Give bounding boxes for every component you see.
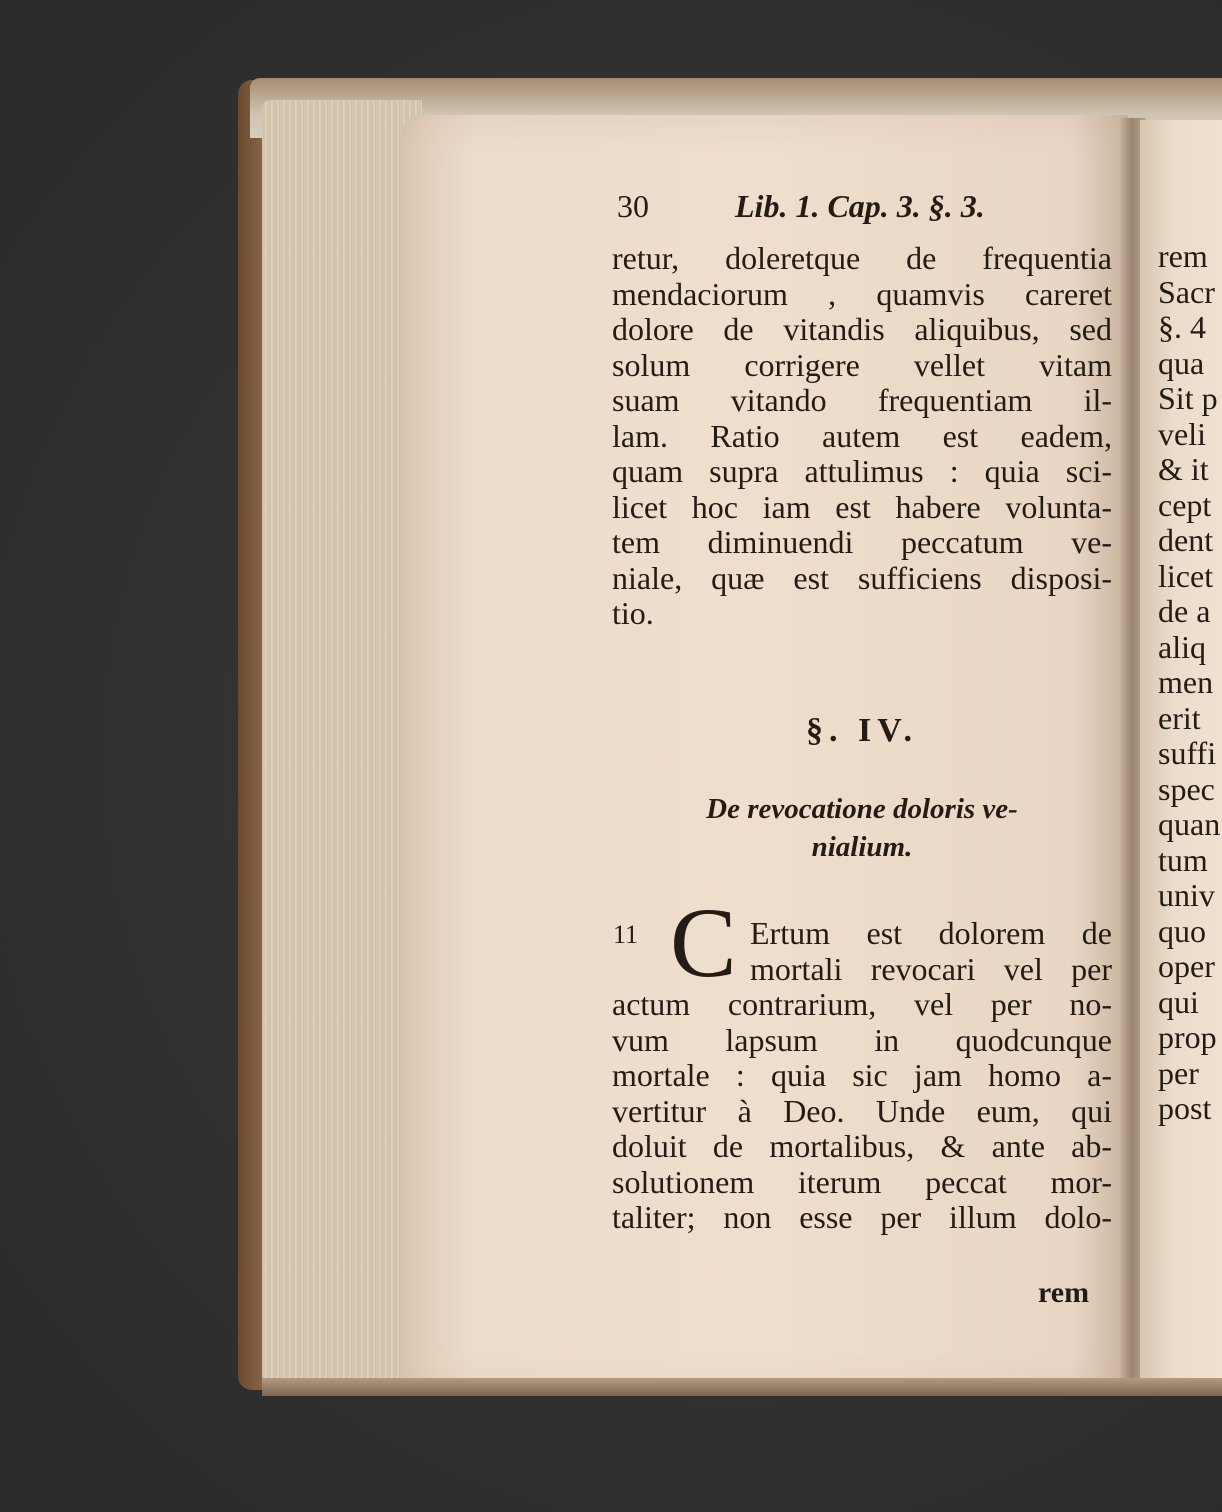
section-title-line: nialium.: [811, 831, 913, 863]
text-line: tem diminuendi peccatum ve-: [612, 524, 1112, 560]
paragraph-1: [612, 240, 1112, 631]
text-line: solum corrigere vellet vitam: [612, 346, 1112, 383]
text-line: qua: [1158, 344, 1205, 381]
text-line: quo: [1158, 912, 1206, 949]
paragraph-number: 11: [613, 920, 639, 949]
text-line: men: [1158, 664, 1214, 700]
text-line: niale, quæ est sufficiens disposi-: [612, 559, 1112, 596]
text-line: Ertum est dolorem de: [750, 915, 1112, 951]
text-line: rem: [1158, 238, 1208, 274]
text-line: Sacr: [1158, 273, 1215, 310]
text-line: §. 4: [1158, 309, 1206, 345]
page-header: [617, 188, 1037, 228]
section-title: [612, 790, 1112, 866]
text-line: tum: [1158, 841, 1208, 878]
text-line: quam supra attulimus : quia sci-: [612, 453, 1112, 489]
right-page-text: [1158, 238, 1222, 1126]
book-cover-bottom: [262, 1378, 1222, 1396]
text-line: licet hoc iam est habere volunta-: [612, 488, 1112, 525]
section-title-line: De revocatione doloris ve-: [706, 793, 1018, 825]
text-line: suam vitando frequentiam il-: [612, 382, 1112, 418]
text-line: qui: [1158, 983, 1199, 1020]
page-edges: [262, 100, 422, 1385]
text-line: per: [1158, 1054, 1199, 1091]
section-heading: §. IV.: [806, 712, 918, 749]
text-line: mendaciorum , quamvis careret: [612, 275, 1112, 312]
text-line: oper: [1158, 948, 1215, 984]
text-line: post: [1158, 1090, 1212, 1126]
text-line: solutionem iterum peccat mor-: [612, 1163, 1112, 1200]
text-line: doluit de mortalibus, & ante ab-: [612, 1128, 1112, 1164]
text-line: quan: [1158, 806, 1221, 842]
text-line: spec: [1158, 770, 1215, 807]
text-line: retur, doleretque de frequentia: [612, 240, 1112, 276]
text-line: taliter; non esse per illum dolo-: [612, 1199, 1112, 1235]
text-line: cept: [1158, 486, 1212, 523]
text-line: & it: [1158, 451, 1209, 487]
running-head: Lib. 1. Cap. 3. §. 3.: [735, 188, 985, 224]
text-line: univ: [1158, 877, 1215, 913]
paragraph-2: [612, 915, 1112, 1235]
text-line: vertitur à Deo. Unde eum, qui: [612, 1092, 1112, 1129]
text-line: suffi: [1158, 735, 1217, 771]
text-line: Sit p: [1158, 380, 1218, 416]
text-line: dolore de vitandis aliquibus, sed: [612, 311, 1112, 347]
page-number: 30: [617, 188, 649, 224]
catchword: rem: [1038, 1276, 1090, 1309]
text-line: actum contrarium, vel per no-: [612, 986, 1112, 1022]
text-line: lam. Ratio autem est eadem,: [612, 417, 1112, 454]
text-line: veli: [1158, 415, 1206, 452]
text-line: aliq: [1158, 628, 1206, 665]
drop-cap: C: [670, 887, 737, 998]
text-line: erit: [1158, 699, 1201, 736]
text-line: dent: [1158, 522, 1214, 558]
text-line: tio.: [612, 595, 654, 631]
text-line: vum lapsum in quodcunque: [612, 1021, 1112, 1058]
text-line: licet: [1158, 557, 1214, 594]
text-line: de a: [1158, 593, 1211, 629]
text-line: mortale : quia sic jam homo a-: [612, 1057, 1112, 1093]
text-line: mortali revocari vel per: [750, 950, 1112, 987]
text-line: prop: [1158, 1019, 1217, 1055]
